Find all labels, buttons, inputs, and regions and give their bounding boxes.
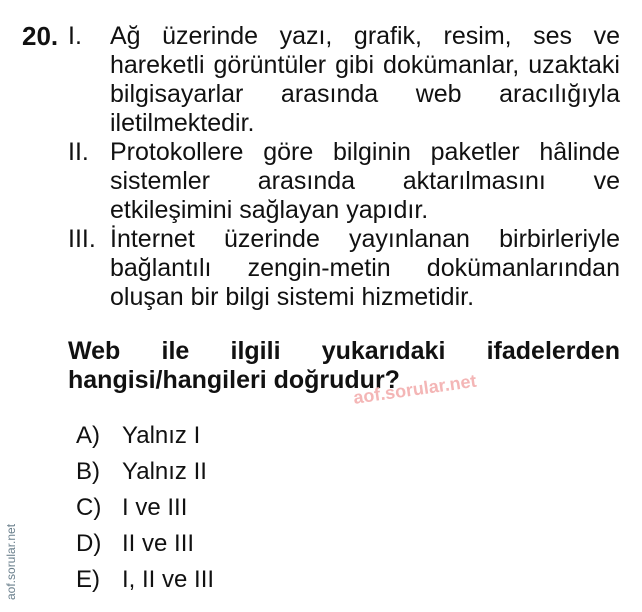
- option-e[interactable]: [76, 562, 214, 598]
- option-d-letter: D): [76, 530, 102, 557]
- option-b-letter: B): [76, 458, 100, 485]
- option-c-letter: C): [76, 494, 102, 521]
- option-b-text: Yalnız II: [122, 458, 207, 485]
- statement-3-numeral: III.: [68, 225, 96, 253]
- statement-1-text: Ağ üzerinde yazı, grafik, resim, ses ve hareketli görüntüler gibi dokümanlar, uzaktaki bilgisayarlar arasında web aracılığıyla iletilmektedir.: [110, 22, 620, 137]
- statement-3-text: İnternet üzerinde yayınlanan birbirleriyle bağlantılı zengin-metin dokümanlarından oluşan bir bilgi sistemi hizmetidir.: [110, 225, 620, 311]
- option-e-letter: E): [76, 566, 100, 593]
- statement-2: [68, 138, 620, 225]
- question-stem: Web ile ilgili yukarıdaki ifadelerden hangisi/hangileri doğrudur?: [68, 337, 620, 394]
- question-number: 20.: [22, 21, 59, 51]
- option-a[interactable]: [76, 418, 214, 454]
- statement-2-text: Protokollere göre bilginin paketler hâlinde sistemler arasında aktarılmasını ve etkileşimini sağlayan yapıdır.: [110, 138, 620, 224]
- statement-2-numeral: II.: [68, 138, 89, 166]
- option-a-text: Yalnız I: [122, 422, 201, 449]
- statement-1: [68, 22, 620, 138]
- option-c[interactable]: [76, 490, 214, 526]
- statement-list: [68, 22, 620, 312]
- option-b[interactable]: [76, 454, 214, 490]
- option-c-text: I ve III: [122, 494, 188, 521]
- watermark-center: aof.sorular.net: [352, 370, 478, 408]
- statement-3: [68, 225, 620, 312]
- watermark-side: aof.sorular.net: [4, 523, 18, 600]
- option-d-text: II ve III: [122, 530, 195, 557]
- option-e-text: I, II ve III: [122, 566, 215, 593]
- answer-options: [76, 418, 214, 598]
- option-a-letter: A): [76, 422, 100, 449]
- statement-1-numeral: I.: [68, 22, 82, 50]
- option-d[interactable]: [76, 526, 214, 562]
